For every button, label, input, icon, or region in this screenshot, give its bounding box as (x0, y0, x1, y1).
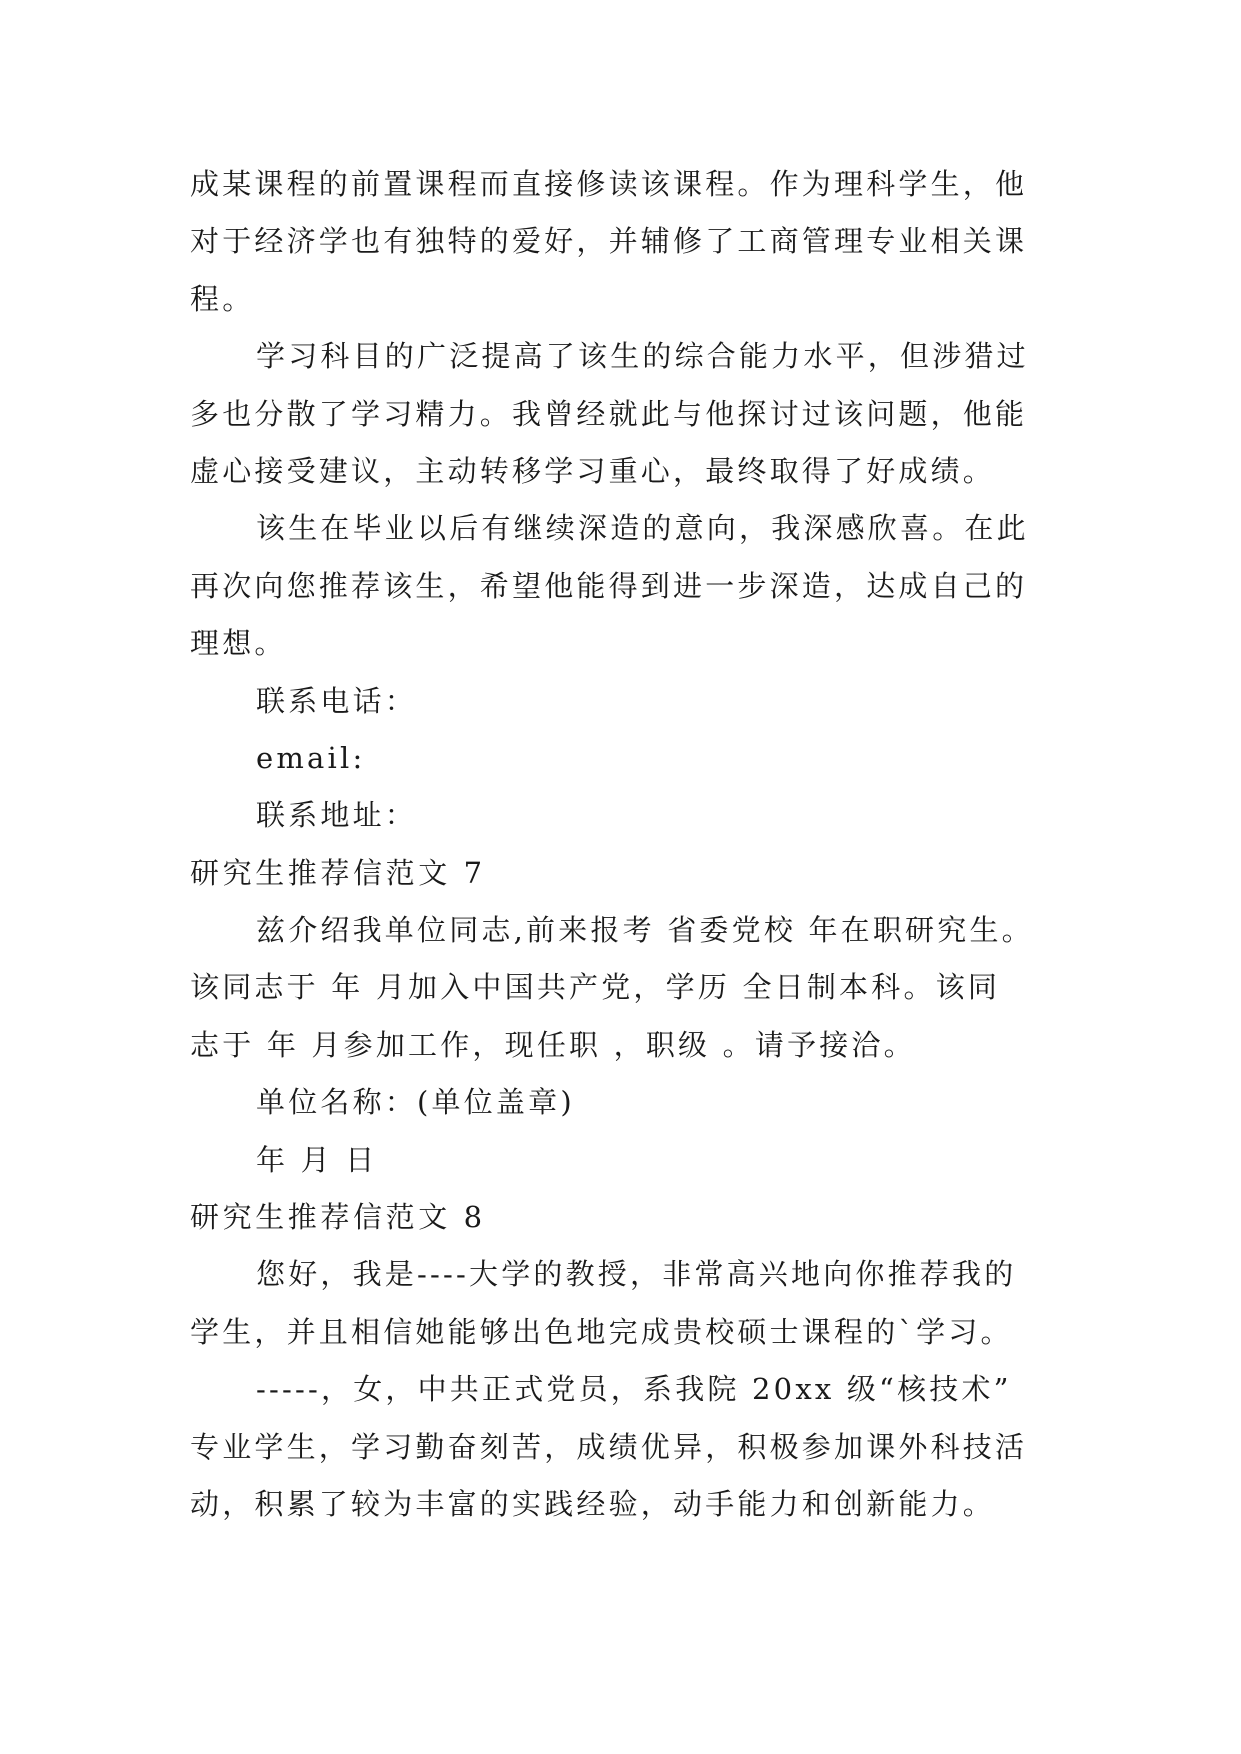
section-heading: 研究生推荐信范文 7 (190, 855, 486, 890)
document-body (190, 156, 1070, 1533)
text-line: 多也分散了学习精力。我曾经就此与他探讨过该问题，他能 (190, 396, 1028, 431)
text-line: 再次向您推荐该生，希望他能得到进一步深造，达成自己的 (190, 568, 1028, 603)
text-line: 理想。 (190, 626, 287, 661)
section-heading: 研究生推荐信范文 8 (190, 1200, 486, 1235)
text-line: 学生，并且相信她能够出色地完成贵校硕士课程的`学习。 (190, 1314, 1013, 1349)
text-line: 学习科目的广泛提高了该生的综合能力水平，但涉猎过 (256, 339, 1029, 374)
text-line: 动，积累了较为丰富的实践经验，动手能力和创新能力。 (190, 1486, 996, 1521)
text-line: 对于经济学也有独特的爱好，并辅修了工商管理专业相关课 (190, 224, 1028, 259)
text-line: -----，女，中共正式党员，系我院 20xx 级“核技术” (256, 1372, 1012, 1407)
text-line: 程。 (190, 281, 255, 316)
text-line: 该生在毕业以后有继续深造的意向，我深感欣喜。在此 (256, 511, 1029, 546)
text-line: 联系电话： (256, 683, 418, 718)
text-line: 单位名称：(单位盖章) (256, 1085, 575, 1120)
text-line: 该同志于 年 月加入中国共产党，学历 全日制本科。该同 (190, 970, 1001, 1005)
text-line: email: (256, 740, 366, 775)
text-line: 志于 年 月参加工作，现任职 ，职级 。请予接洽。 (190, 1027, 916, 1062)
text-line: 兹介绍我单位同志,前来报考 省委党校 年在职研究生。 (256, 913, 1034, 948)
text-line: 专业学生，学习勤奋刻苦，成绩优异，积极参加课外科技活 (190, 1429, 1028, 1464)
text-line: 成某课程的前置课程而直接修读该课程。作为理科学生，他 (190, 167, 1028, 201)
text-line: 年 月 日 (256, 1142, 378, 1177)
text-line: 联系地址： (256, 798, 418, 833)
text-line: 虚心接受建议，主动转移学习重心，最终取得了好成绩。 (190, 453, 996, 488)
text-line: 您好，我是----大学的教授，非常高兴地向你推荐我的 (256, 1257, 1017, 1292)
